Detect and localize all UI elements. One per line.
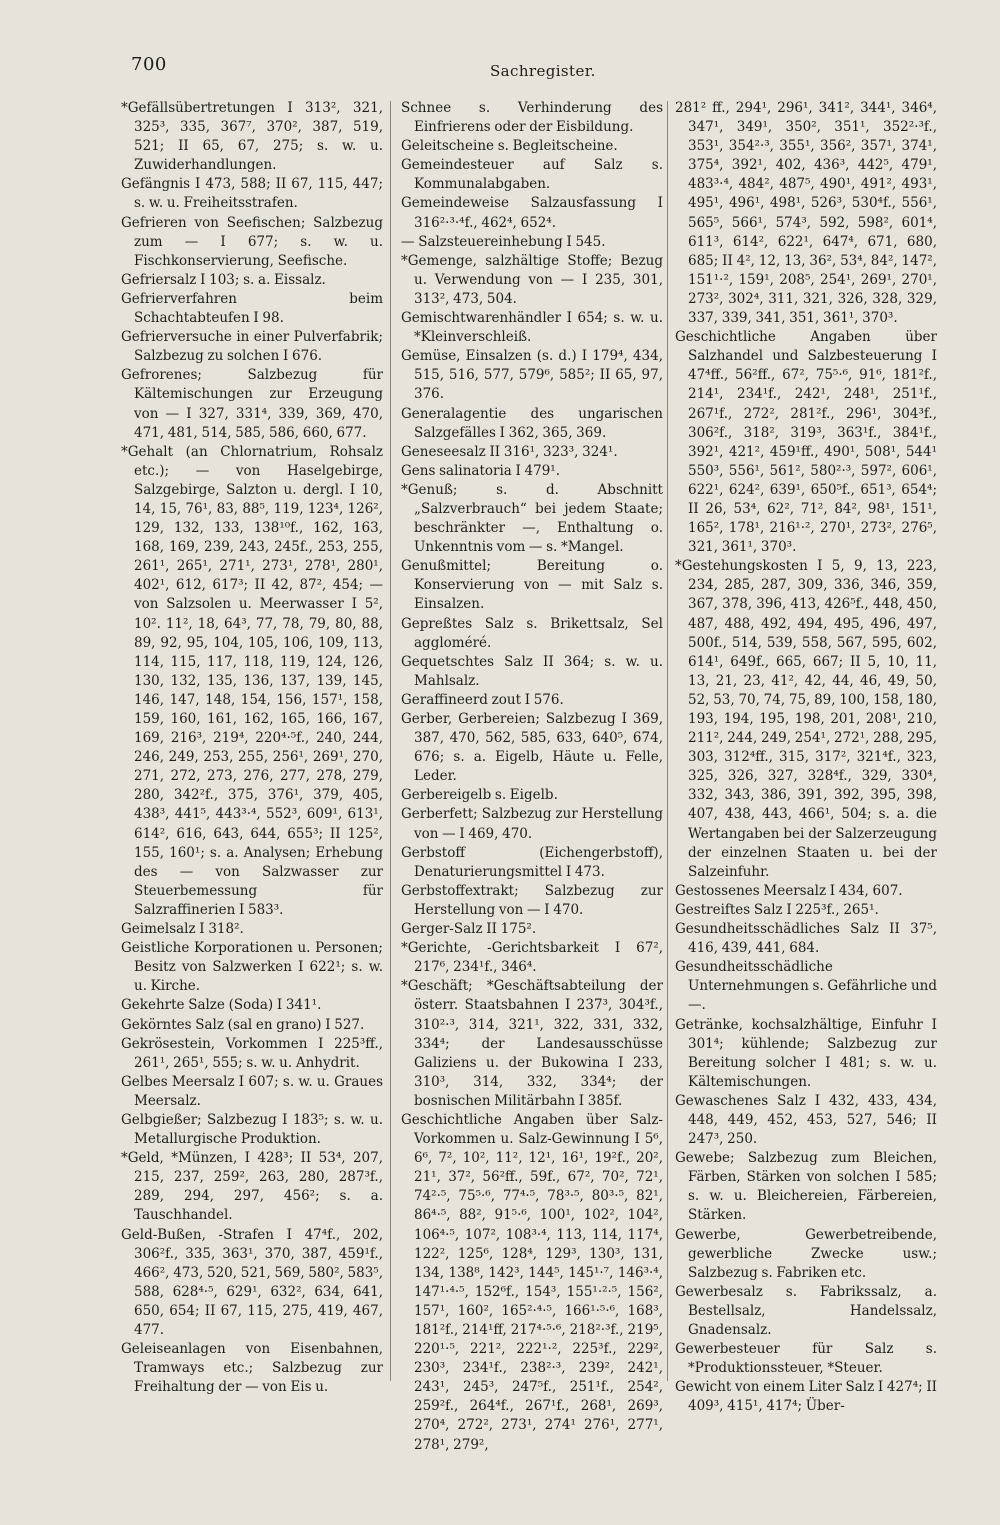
index-entry: Geneseesalz II 316¹, 323³, 324¹. — [401, 443, 618, 460]
index-entry: Gestreiftes Salz I 225³f., 265¹. — [675, 901, 879, 918]
index-entry: Geld-Bußen, -Strafen I 47⁴f., 202, 306²f., 335, 363¹, 370, 387, 459¹f., 466², 473, 520, 521, 569, 580², 583⁵, 588, 628⁴·⁵, 629¹, 632², 634, 641, 650, 654; II 67, 115, 275, 419, 467, 477. — [121, 1226, 383, 1338]
index-entry: Gefängnis I 473, 588; II 67, 115, 447; s. w. u. Freiheitsstrafen. — [121, 176, 383, 212]
index-entry: Gewerbesalz s. Fabrikssalz, a. Bestellsalz, Handelssalz, Gnadensalz. — [675, 1283, 937, 1338]
index-entry: Gefriersalz I 103; s. a. Eissalz. — [121, 271, 326, 288]
index-entry: Schnee s. Verhinderung des Einfrierens oder der Eisbildung. — [401, 100, 663, 136]
index-entry: Geimelsalz I 318². — [121, 921, 244, 938]
index-entry: Geistliche Korporationen u. Personen; Besitz von Salzwerken I 622¹; s. w. u. Kirche. — [121, 940, 383, 995]
index-entry: 281² ff., 294¹, 296¹, 341², 344¹, 346⁴, 347¹, 349¹, 350², 351¹, 352²·³f., 353¹, 354²·³, 355¹, 356², 357¹, 374¹, 375⁴, 392¹, 402, 436³, 442⁵, 479¹, 483³·⁴, 484², 487⁵, 490¹, 491², 493¹, 495¹, 496¹, 498¹, 526³, 530⁴f., 556¹, 565⁵, 566¹, 574³, 592, 598², 601⁴, 611³, 614², 622¹, 647⁴, 671, 680, 685; II 4², 12, 13, 36², 53⁴, 84², 147², 151¹·², 159¹, 208⁵, 254¹, 269¹, 270¹, 273², 302⁴, 311, 321, 326, 328, 329, 337, 339, 341, 351, 361¹, 370³. — [675, 100, 937, 327]
index-entry: Gerberfett; Salzbezug zur Herstellung von — I 469, 470. — [401, 806, 663, 842]
index-entry: *Gestehungskosten I 5, 9, 13, 223, 234, 285, 287, 309, 336, 346, 359, 367, 378, 396, 413, 426⁵f., 448, 450, 487, 488, 492, 494, 495, 496, 497, 500f., 514, 539, 558, 567, 595, 602, 614¹, 649f., 665, 667; II 5, 10, 11, 13, 21, 23, 41², 42, 44, 46, 49, 50, 52, 53, 70, 74, 75, 89, 100, 158, 180, 193, 194, 195, 198, 201, 208¹, 210, 211², 244, 249, 254¹, 272¹, 288, 295, 303, 312⁴ff., 315, 317², 321⁴f., 323, 325, 326, 327, 328⁴f., 329, 330⁴, 332, 343, 386, 391, 392, 395, 398, 407, 438, 443, 466¹, 504; s. a. die Wertangaben bei der Salzerzeugung der einzelnen Staaten u. bei der Salzeinfuhr. — [675, 558, 937, 880]
index-entry: *Genuß; s. d. Abschnitt „Salzverbrauch“ bei jedem Staate; beschränkter —, Enthaltung o. Unkenntnis vom — s. *Mangel. — [401, 481, 663, 556]
index-entry: Gestossenes Meersalz I 434, 607. — [675, 882, 903, 899]
index-entry: Geleiseanlagen von Eisenbahnen, Tramways etc.; Salzbezug zur Freihaltung der — von Eis u. — [121, 1341, 383, 1396]
index-entry: Gemeindeweise Salzausfassung I 316²·³·⁴f., 462⁴, 652⁴. — [401, 195, 663, 231]
index-entry: *Gefällsübertretungen I 313², 321, 325³, 335, 367⁷, 370², 387, 519, 521; II 65, 67, 275; s. w. u. Zuwiderhandlungen. — [121, 100, 383, 174]
index-entry: Getränke, kochsalzhältige, Einfuhr I 301⁴; kühlende; Salzbezug zur Bereitung solcher I 481; s. w. u. Kältemischungen. — [675, 1016, 937, 1090]
index-entry: *Gehalt (an Chlornatrium, Rohsalz etc.); — von Haselgebirge, Salzgebirge, Salzton u. dergl. I 10, 14, 15, 76¹, 83, 88⁵, 119, 123⁴, 126², 129, 132, 133, 138¹⁰f., 162, 163, 168, 169, 239, 243, 245f., 253, 255, 261¹, 265¹, 271¹, 273¹, 278¹, 280¹, 402¹, 612, 617³; II 42, 87², 454; — von Salzsolen u. Meerwasser I 5², 10². 11², 18, 64³, 77, 78, 79, 80, 88, 89, 92, 95, 104, 105, 106, 109, 113, 114, 115, 117, 118, 119, 124, 126, 130, 132, 135, 136, 137, 139, 145, 146, 147, 148, 154, 156, 157¹, 158, 159, 160, 161, 162, 165, 166, 167, 169, 216³, 219⁴, 220⁴·⁵f., 240, 244, 246, 249, 253, 255, 256¹, 269¹, 270, 271, 272, 273, 276, 277, 278, 279, 280, 342²f., 375, 376¹, 379, 405, 438³, 441⁵, 443³·⁴, 552³, 609¹, 613¹, 614², 616, 643, 644, 655³; II 125², 155, 160¹; s. a. Analysen; Erhebung des — von Salzwasser zur Steuerbemessung für Salzraffinerien I 583³. — [121, 443, 383, 918]
index-entry: Gemeindesteuer auf Salz s. Kommunalabgaben. — [401, 157, 663, 193]
index-entry: Gerbereigelb s. Eigelb. — [401, 787, 558, 804]
index-entry: Gefrieren von Seefischen; Salzbezug zum — I 677; s. w. u. Fischkonservierung, Seefische. — [121, 214, 383, 269]
index-entry: Gerger-Salz II 175². — [401, 921, 537, 938]
index-entry: Gequetschtes Salz II 364; s. w. u. Mahlsalz. — [401, 653, 663, 689]
index-entry: Gerber, Gerbereien; Salzbezug I 369, 387, 470, 562, 585, 633, 640⁵, 674, 676; s. a. Eigelb, Häute u. Felle, Leder. — [401, 711, 663, 785]
index-entry: Genußmittel; Bereitung o. Konservierung von — mit Salz s. Einsalzen. — [401, 558, 663, 613]
index-entry: Gekörntes Salz (sal en grano) I 527. — [121, 1016, 365, 1033]
index-entry: Gerbstoff (Eichengerbstoff), Denaturierungsmittel I 473. — [401, 844, 663, 880]
index-entry: Gewicht von einem Liter Salz I 427⁴; II 409³, 415¹, 417⁴; Über- — [675, 1379, 938, 1415]
index-entry: *Geschäft; *Geschäftsabteilung der österr. Staatsbahnen I 237³, 304³f., 310²·³, 314, 321¹, 322, 331, 332, 334⁴; der Landesausschüsse Galiziens u. der Bukowina I 233, 310³, 314, 332, 334⁴; der bosnischen Militärbahn I 385f. — [401, 978, 663, 1109]
index-entry: Gemischtwarenhändler I 654; s. w. u. *Kleinverschleiß. — [401, 310, 663, 346]
index-entry: Gemüse, Einsalzen (s. d.) I 179⁴, 434, 515, 516, 577, 579⁶, 585²; II 65, 97, 376. — [401, 348, 663, 403]
index-entry: Gerbstoffextrakt; Salzbezug zur Herstellung von — I 470. — [401, 882, 663, 918]
index-entry: Gesundheitsschädliches Salz II 37⁵, 416, 439, 441, 684. — [675, 921, 937, 957]
index-entry: — Salzsteuereinhebung I 545. — [401, 233, 606, 250]
index-entry: Gewaschenes Salz I 432, 433, 434, 448, 449, 452, 453, 527, 546; II 247³, 250. — [675, 1092, 937, 1148]
index-entry: *Gemenge, salzhältige Stoffe; Bezug u. Verwendung von — I 235, 301, 313², 473, 504. — [401, 252, 663, 307]
index-entry: Gewerbe, Gewerbetreibende, gewerbliche Zwecke usw.; Salzbezug s. Fabriken etc. — [675, 1226, 937, 1281]
index-entry: Gewerbesteuer für Salz s. *Produktionssteuer, *Steuer. — [675, 1341, 937, 1377]
index-entry: Geraffineerd zout I 576. — [401, 691, 564, 708]
running-title: Sachregister. — [490, 62, 596, 80]
index-column-right — [675, 99, 937, 1416]
index-entry: Gefrierversuche in einer Pulverfabrik; Salzbezug zu solchen I 676. — [121, 329, 383, 365]
index-column-left — [121, 99, 383, 1397]
index-entry: Gewebe; Salzbezug zum Bleichen, Färben, Stärken von solchen I 585; s. w. u. Bleichereien, Färbereien, Stärken. — [675, 1150, 937, 1224]
index-entry: Gekrösestein, Vorkommen I 225³ff., 261¹, 265¹, 555; s. w. u. Anhydrit. — [121, 1035, 383, 1071]
index-entry: Geschichtliche Angaben über Salz-Vorkommen u. Salz-Gewinnung I 5⁶, 6⁶, 7², 10², 11², 12¹, 16¹, 19²f., 20², 21¹, 37², 56²ff., 59f., 67², 70², 72¹, 74²·⁵, 75⁵·⁶, 77⁴·⁵, 78³·⁵, 80³·⁵, 82¹, 86⁴·⁵, 88², 91⁵·⁶, 100¹, 102², 104², 106⁴·⁵, 107², 108³·⁴, 113, 114, 117⁴, 122², 125⁶, 128⁴, 129³, 130³, 131, 134, 138⁸, 142³, 144⁵, 145¹·⁷, 146³·⁴, 147¹·⁴·⁵, 152⁶f., 154³, 155¹·²·⁵, 156², 157¹, 160², 165²·⁴·⁵, 166¹·⁵·⁶, 168³, 181²f., 214¹ff, 217⁴·⁵·⁶, 218²·³f., 219⁵, 220¹·⁵, 221², 222¹·², 225³f., 229², 230³, 234¹f., 238²·³, 239², 242¹, 243¹, 245³, 247⁵f., 251¹f., 254², 259²f., 264⁴f., 267¹f., 268¹, 269³, 270⁴, 272², 273¹, 274¹ 276¹, 277¹, 278¹, 279², — [401, 1111, 663, 1453]
page-number: 700 — [131, 54, 167, 75]
index-entry: *Geld, *Münzen, I 428³; II 53⁴, 207, 215, 237, 259², 263, 280, 287³f., 289, 294, 297, 456²; s. a. Tauschhandel. — [121, 1150, 383, 1224]
index-entry: Gesundheitsschädliche Unternehmungen s. Gefährliche und —. — [675, 959, 938, 1014]
column-divider — [667, 101, 668, 1381]
index-entry: Gens salinatoria I 479¹. — [401, 462, 561, 479]
index-entry: Gekehrte Salze (Soda) I 341¹. — [121, 997, 322, 1014]
index-entry: Gepreßtes Salz s. Brikettsalz, Sel aggloméré. — [401, 615, 663, 651]
index-entry: Gelbgießer; Salzbezug I 183⁵; s. w. u. Metallurgische Produktion. — [121, 1111, 383, 1148]
index-entry: Geleitscheine s. Begleitscheine. — [401, 138, 618, 155]
index-entry: Gefrierverfahren beim Schachtabteufen I 98. — [121, 290, 383, 327]
index-column-middle — [401, 99, 663, 1455]
index-entry: Geschichtliche Angaben über Salzhandel und Salzbesteuerung I 47⁴ff., 56²ff., 67², 75⁵·⁶, 91⁶, 181²f., 214¹, 234¹f., 242¹, 248¹, 251¹f., 267¹f., 272², 281²f., 296¹, 304³f., 306²f., 318², 319³, 363¹f., 384¹f., 392¹, 421², 459¹ff., 490¹, 508¹, 544¹ 550³, 556¹, 561², 580²·³, 597², 606¹, 622¹, 624², 639¹, 650⁵f., 651³, 654⁴; II 26, 53⁴, 62², 71², 84², 98¹, 151¹, 165², 178¹, 216¹·², 270¹, 273², 276⁵, 321, 361¹, 370³. — [675, 329, 937, 556]
index-entry: Generalagentie des ungarischen Salzgefälles I 362, 365, 369. — [401, 405, 663, 441]
index-entry: Gelbes Meersalz I 607; s. w. u. Graues Meersalz. — [121, 1073, 383, 1109]
column-divider — [390, 101, 391, 1381]
index-entry: *Gerichte, -Gerichtsbarkeit I 67², 217⁶, 234¹f., 346⁴. — [401, 940, 663, 976]
index-entry: Gefrorenes; Salzbezug für Kältemischungen zur Erzeugung von — I 327, 331⁴, 339, 369, 470, 471, 481, 514, 585, 586, 660, 677. — [121, 367, 383, 441]
